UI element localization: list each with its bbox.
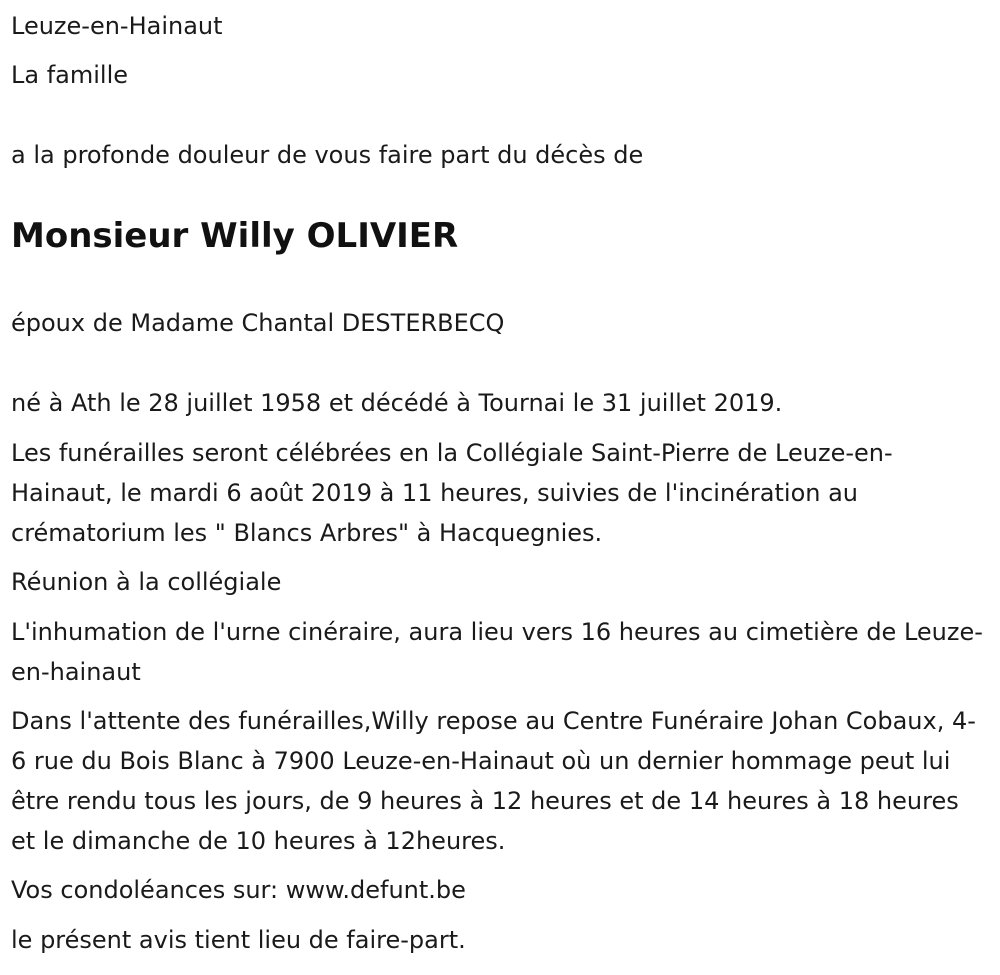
condolences-line: Vos condoléances sur: www.defunt.be	[11, 876, 466, 904]
birth-death-line: né à Ath le 28 juillet 1958 et décédé à Tournai le 31 juillet 2019.	[11, 389, 783, 417]
burial-paragraph: L'inhumation de l'urne cinéraire, aura lieu vers 16 heures au cimetière de Leuze-en-hainaut	[11, 618, 983, 686]
viewing-paragraph: Dans l'attente des funérailles,Willy repose au Centre Funéraire Johan Cobaux, 4-6 rue du Bois Blanc à 7900 Leuze-en-Hainaut où un dernier hommage peut lui être rendu tous les jours, de 9 heures à 12 heures et de 14 heures à 18 heures et le dimanche de 10 heures à 12heures.	[11, 707, 976, 855]
closing-line: le présent avis tient lieu de faire-part.	[11, 926, 466, 954]
meeting-line: Réunion à la collégiale	[11, 568, 282, 596]
location-line: Leuze-en-Hainaut	[11, 12, 223, 40]
funeral-paragraph: Les funérailles seront célébrées en la Collégiale Saint-Pierre de Leuze-en-Hainaut, le mardi 6 août 2019 à 11 heures, suivies de l'incinération au crématorium les " Blancs Arbres" à Hacquegnies.	[11, 439, 893, 547]
announcement-line: a la profonde douleur de vous faire part du décès de	[11, 141, 644, 169]
family-line: La famille	[11, 61, 129, 89]
spouse-line: époux de Madame Chantal DESTERBECQ	[11, 309, 505, 337]
deceased-name: Monsieur Willy OLIVIER	[11, 216, 459, 256]
